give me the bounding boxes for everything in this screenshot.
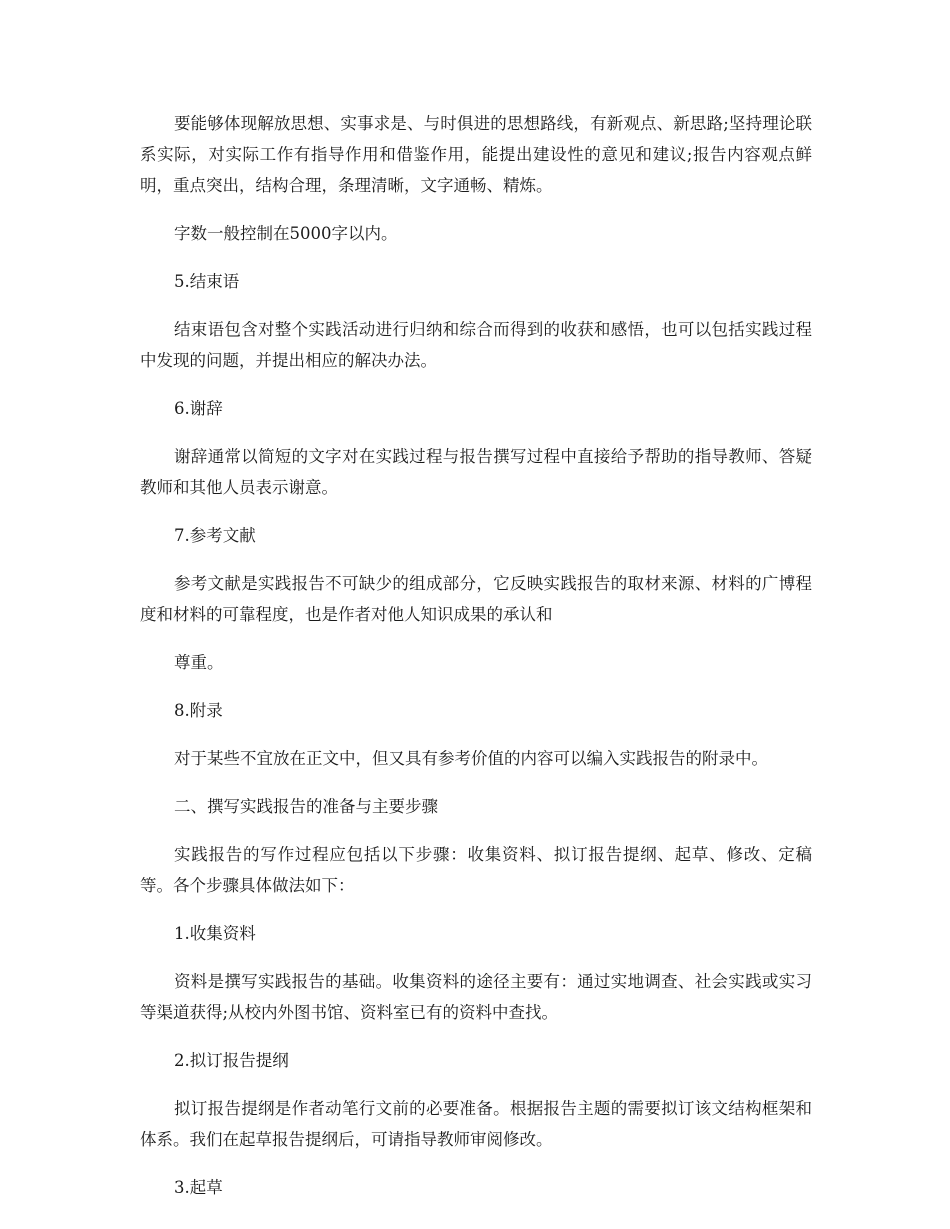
paragraph: 要能够体现解放思想、实事求是、与时俱进的思想路线，有新观点、新思路;坚持理论联系实际，对实际工作有指导作用和借鉴作用，能提出建设性的意见和建议;报告内容观点鲜明，重点突出，结构合理，条理清晰，文字通畅、精炼。 bbox=[140, 114, 812, 195]
section-heading: 5.结束语 bbox=[174, 272, 240, 291]
paragraph: 结束语包含对整个实践活动进行归纳和综合而得到的收获和感悟，也可以包括实践过程中发现的问题，并提出相应的解决办法。 bbox=[140, 320, 812, 370]
section-heading: 8.附录 bbox=[174, 701, 223, 720]
paragraph: 对于某些不宜放在正文中，但又具有参考价值的内容可以编入实践报告的附录中。 bbox=[174, 749, 768, 768]
paragraph: 实践报告的写作过程应包括以下步骤：收集资料、拟订报告提纲、起草、修改、定稿等。各个步骤具体做法如下： bbox=[140, 845, 812, 895]
paragraph: 参考文献是实践报告不可缺少的组成部分，它反映实践报告的取材来源、材料的广博程度和材料的可靠程度，也是作者对他人知识成果的承认和 bbox=[140, 574, 812, 624]
paragraph: 资料是撰写实践报告的基础。收集资料的途径主要有：通过实地调查、社会实践或实习等渠道获得;从校内外图书馆、资料室已有的资料中查找。 bbox=[140, 972, 812, 1022]
paragraph: 拟订报告提纲是作者动笔行文前的必要准备。根据报告主题的需要拟订该文结构框架和体系。我们在起草报告提纲后，可请指导教师审阅修改。 bbox=[140, 1099, 812, 1149]
section-heading: 1.收集资料 bbox=[174, 924, 256, 943]
section-heading: 7.参考文献 bbox=[174, 526, 256, 545]
section-heading: 3.起草 bbox=[174, 1178, 223, 1197]
document-body bbox=[140, 108, 812, 1220]
paragraph-continuation: 尊重。 bbox=[174, 653, 224, 672]
section-heading: 二、撰写实践报告的准备与主要步骤 bbox=[174, 797, 438, 816]
section-heading: 2.拟订报告提纲 bbox=[174, 1051, 289, 1070]
section-heading: 6.谢辞 bbox=[174, 399, 223, 418]
paragraph: 字数一般控制在5000字以内。 bbox=[174, 224, 398, 243]
paragraph: 谢辞通常以简短的文字对在实践过程与报告撰写过程中直接给予帮助的指导教师、答疑教师和其他人员表示谢意。 bbox=[140, 447, 812, 497]
